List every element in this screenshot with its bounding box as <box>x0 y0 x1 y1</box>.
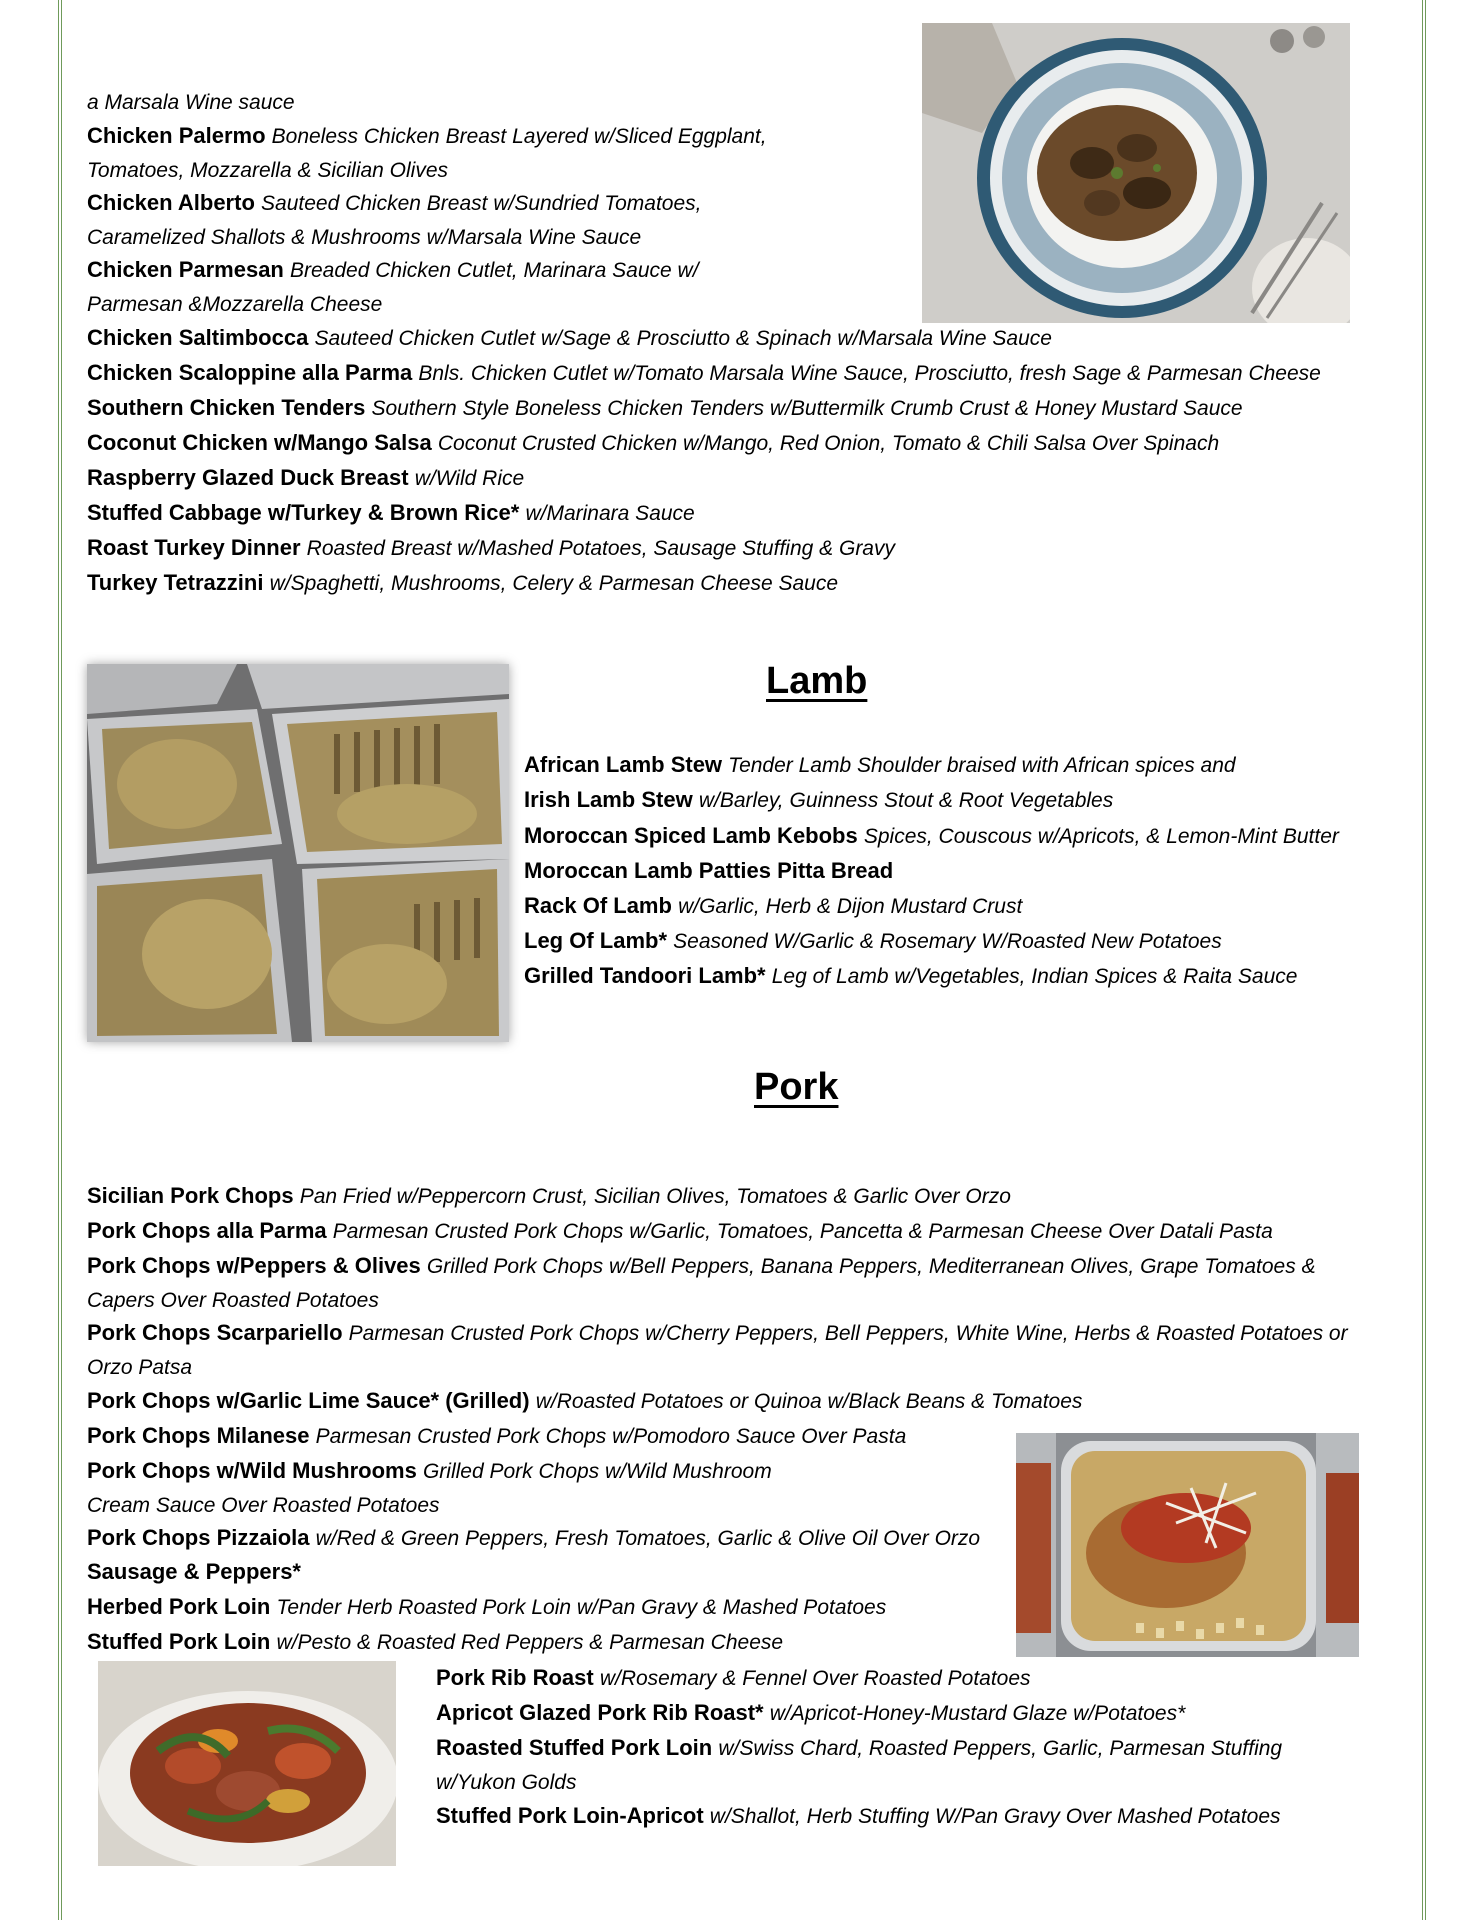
menu-item: a Marsala Wine sauce <box>87 91 295 114</box>
menu-item: Moroccan Spiced Lamb Kebobs Spices, Couscous w/Apricots, & Lemon-Mint Butter <box>524 823 1339 848</box>
menu-item: Stuffed Pork Loin w/Pesto & Roasted Red Peppers & Parmesan Cheese <box>87 1629 784 1654</box>
menu-item: Tomatoes, Mozzarella & Sicilian Olives <box>87 159 449 182</box>
chicken-marsala-photo <box>922 23 1350 323</box>
menu-item: Pork Chops w/Wild Mushrooms Grilled Pork Chops w/Wild Mushroom <box>87 1458 772 1483</box>
menu-item: Turkey Tetrazzini w/Spaghetti, Mushrooms, Celery & Parmesan Cheese Sauce <box>87 570 839 595</box>
menu-item: Pork Chops w/Peppers & Olives Grilled Pork Chops w/Bell Peppers, Banana Peppers, Mediterranean Olives, Grape Tomatoes & <box>87 1253 1316 1278</box>
menu-item: Pork Chops Pizzaiola w/Red & Green Peppers, Fresh Tomatoes, Garlic & Olive Oil Over Orzo <box>87 1525 981 1550</box>
menu-item: African Lamb Stew Tender Lamb Shoulder braised with African spices and <box>524 752 1236 777</box>
menu-item: Raspberry Glazed Duck Breast w/Wild Rice <box>87 465 525 490</box>
menu-item: Southern Chicken Tenders Southern Style Boneless Chicken Tenders w/Buttermilk Crumb Crust & Honey Mustard Sauce <box>87 395 1243 420</box>
menu-item: Caramelized Shallots & Mushrooms w/Marsala Wine Sauce <box>87 226 642 249</box>
menu-item: Stuffed Cabbage w/Turkey & Brown Rice* w/Marinara Sauce <box>87 500 695 525</box>
menu-item: Sausage & Peppers* <box>87 1559 301 1584</box>
lamb-section-title: Lamb <box>766 660 868 702</box>
menu-item: Chicken Palermo Boneless Chicken Breast Layered w/Sliced Eggplant, <box>87 123 767 148</box>
menu-item: Chicken Scaloppine alla Parma Bnls. Chicken Cutlet w/Tomato Marsala Wine Sauce, Prosciutto, fresh Sage & Parmesan Cheese <box>87 360 1321 385</box>
menu-item: Pork Chops alla Parma Parmesan Crusted Pork Chops w/Garlic, Tomatoes, Pancetta & Parmesan Cheese Over Datali Pasta <box>87 1218 1273 1243</box>
menu-item: Pork Chops Scarpariello Parmesan Crusted Pork Chops w/Cherry Peppers, Bell Peppers, White Wine, Herbs & Roasted Potatoes or <box>87 1320 1348 1345</box>
menu-item: w/Yukon Golds <box>436 1771 577 1794</box>
menu-item: Leg Of Lamb* Seasoned W/Garlic & Rosemary W/Roasted New Potatoes <box>524 928 1222 953</box>
menu-item: Roasted Stuffed Pork Loin w/Swiss Chard, Roasted Peppers, Garlic, Parmesan Stuffing <box>436 1735 1283 1760</box>
menu-item: Herbed Pork Loin Tender Herb Roasted Pork Loin w/Pan Gravy & Mashed Potatoes <box>87 1594 887 1619</box>
menu-item: Pork Chops w/Garlic Lime Sauce* (Grilled) w/Roasted Potatoes or Quinoa w/Black Beans & Tomatoes <box>87 1388 1083 1413</box>
sausage-peppers-photo <box>98 1661 396 1866</box>
menu-item: Cream Sauce Over Roasted Potatoes <box>87 1494 440 1517</box>
menu-item: Irish Lamb Stew w/Barley, Guinness Stout & Root Vegetables <box>524 787 1114 812</box>
page-border-left <box>58 0 62 1920</box>
menu-item: Coconut Chicken w/Mango Salsa Coconut Crusted Chicken w/Mango, Red Onion, Tomato & Chili Salsa Over Spinach <box>87 430 1220 455</box>
menu-item: Rack Of Lamb w/Garlic, Herb & Dijon Mustard Crust <box>524 893 1023 918</box>
menu-item: Chicken Alberto Sauteed Chicken Breast w/Sundried Tomatoes, <box>87 190 702 215</box>
menu-item: Chicken Parmesan Breaded Chicken Cutlet, Marinara Sauce w/ <box>87 257 699 282</box>
menu-item: Capers Over Roasted Potatoes <box>87 1289 379 1312</box>
menu-item: Pork Chops Milanese Parmesan Crusted Pork Chops w/Pomodoro Sauce Over Pasta <box>87 1423 907 1448</box>
menu-item: Pork Rib Roast w/Rosemary & Fennel Over Roasted Potatoes <box>436 1665 1031 1690</box>
menu-item: Chicken Saltimbocca Sauteed Chicken Cutlet w/Sage & Prosciutto & Spinach w/Marsala Wine Sauce <box>87 325 1052 350</box>
menu-item: Stuffed Pork Loin-Apricot w/Shallot, Herb Stuffing W/Pan Gravy Over Mashed Potatoes <box>436 1803 1281 1828</box>
rack-of-lamb-photo <box>87 664 509 1042</box>
menu-item: Grilled Tandoori Lamb* Leg of Lamb w/Vegetables, Indian Spices & Raita Sauce <box>524 963 1298 988</box>
menu-item: Moroccan Lamb Patties Pitta Bread <box>524 858 894 883</box>
pork-section-title: Pork <box>754 1066 839 1108</box>
menu-item: Sicilian Pork Chops Pan Fried w/Peppercorn Crust, Sicilian Olives, Tomatoes & Garlic Over Orzo <box>87 1183 1011 1208</box>
menu-item: Apricot Glazed Pork Rib Roast* w/Apricot-Honey-Mustard Glaze w/Potatoes* <box>436 1700 1186 1725</box>
pork-chop-milanese-photo <box>1016 1433 1359 1657</box>
menu-item: Parmesan &Mozzarella Cheese <box>87 293 383 316</box>
menu-item: Roast Turkey Dinner Roasted Breast w/Mashed Potatoes, Sausage Stuffing & Gravy <box>87 535 895 560</box>
page-border-right <box>1422 0 1426 1920</box>
menu-item: Orzo Patsa <box>87 1356 193 1379</box>
